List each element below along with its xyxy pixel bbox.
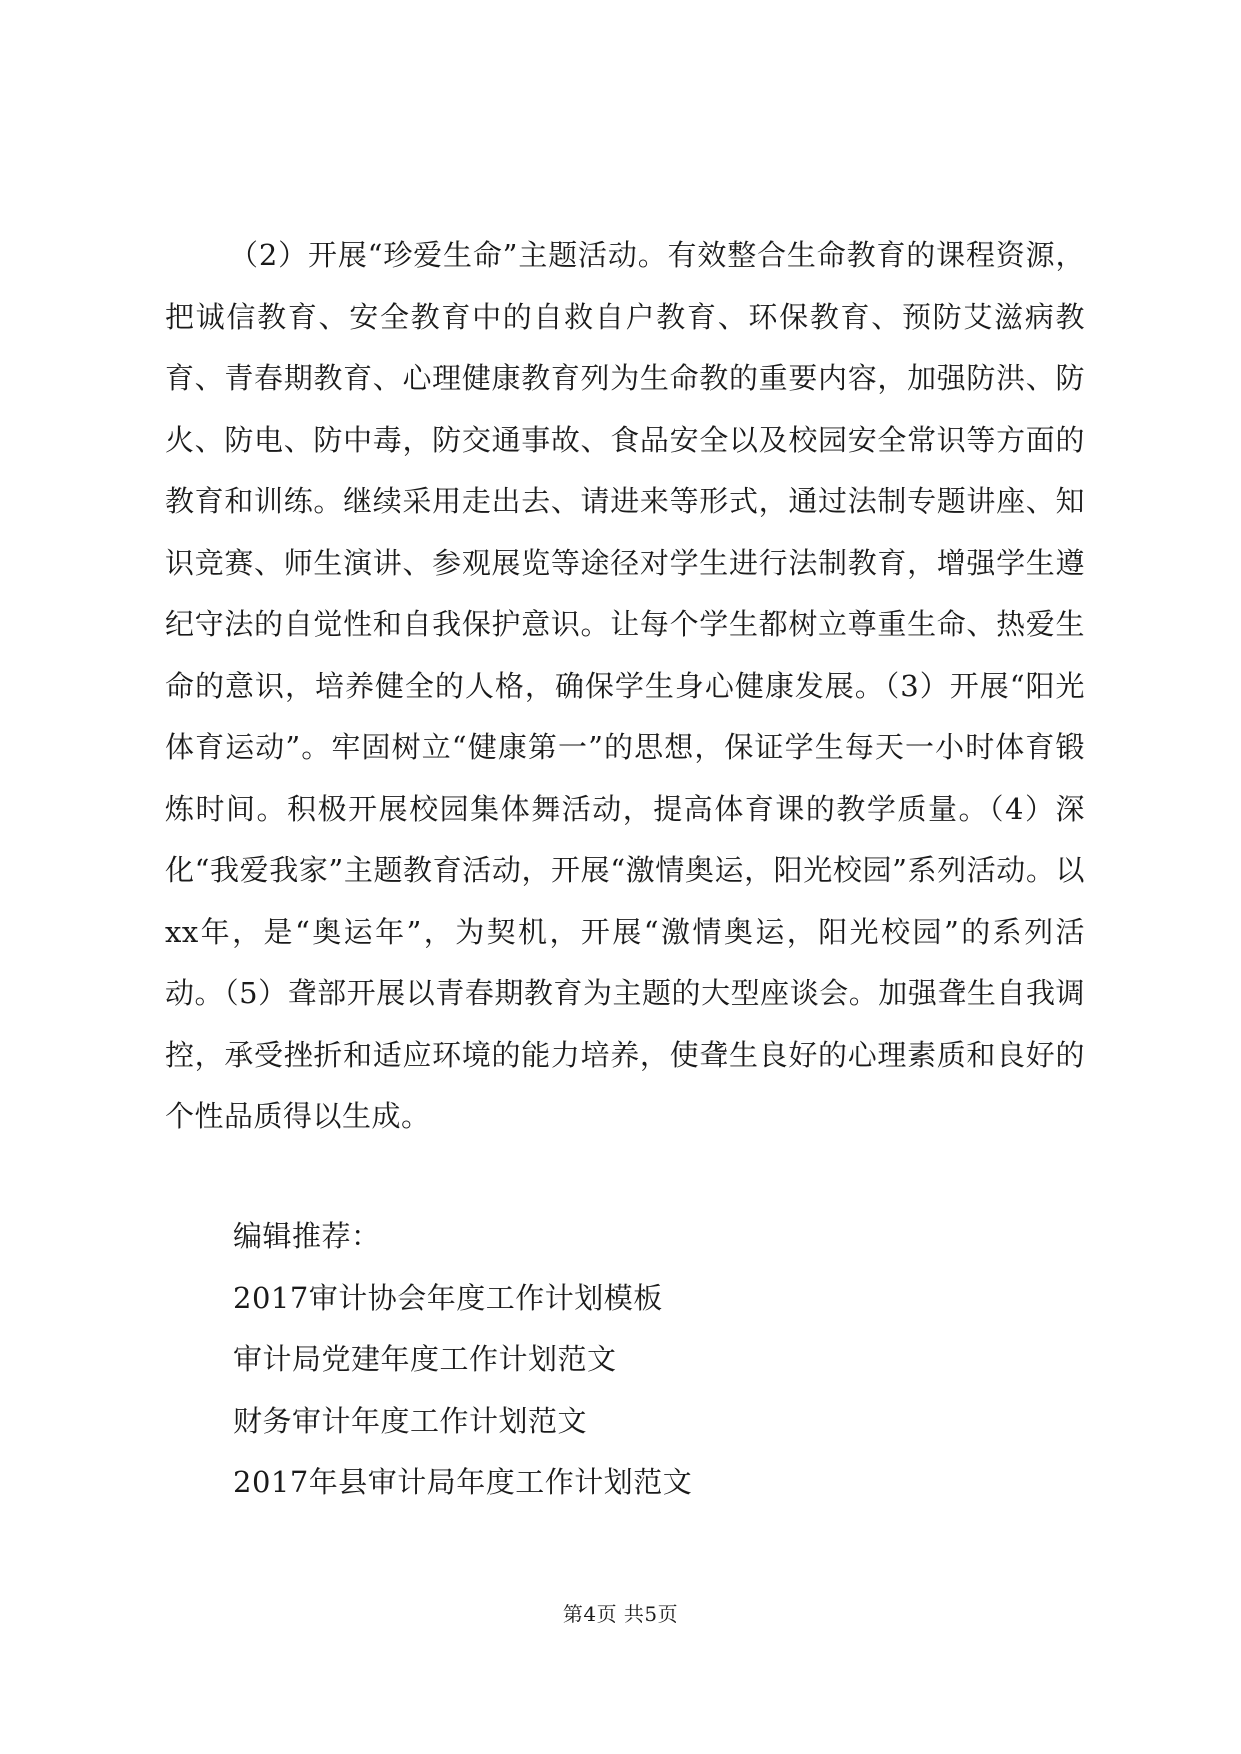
- editor-recommendations: [233, 1206, 1073, 1514]
- recommendation-link[interactable]: 2017审计协会年度工作计划模板: [233, 1280, 663, 1315]
- editor-heading: 编辑推荐：: [233, 1219, 381, 1253]
- recommendation-link[interactable]: 2017年县审计局年度工作计划范文: [233, 1465, 693, 1499]
- recommendation-link[interactable]: 审计局党建年度工作计划范文: [233, 1342, 617, 1376]
- recommendation-link[interactable]: 财务审计年度工作计划范文: [233, 1403, 588, 1438]
- body-paragraph: （2）开展“珍爱生命”主题活动。有效整合生命教育的课程资源，把诚信教育、安全教育中的自救自户教育、环保教育、预防艾滋病教育、青春期教育、心理健康教育列为生命教的重要内容，加强防洪、防火、防电、防中毒，防交通事故、食品安全以及校园安全常识等方面的教育和训练。继续采用走出去、请进来等形式，通过法制专题讲座、知识竞赛、师生演讲、参观展览等途径对学生进行法制教育，增强学生遵纪守法的自觉性和自我保护意识。让每个学生都树立尊重生命、热爱生命的意识，培养健全的人格，确保学生身心健康发展。（3）开展“阳光体育运动”。牢固树立“健康第一”的思想，保证学生每天一小时体育锻炼时间。积极开展校园集体舞活动，提高体育课的教学质量。（4）深化“我爱我家”主题教育活动，开展“激情奥运，阳光校园”系列活动。以xx年，是“奥运年”，为契机，开展“激情奥运，阳光校园”的系列活动。（5）聋部开展以青春期教育为主题的大型座谈会。加强聋生自我调控，承受挫折和适应环境的能力培养，使聋生良好的心理素质和良好的个性品质得以生成。: [165, 238, 1085, 1133]
- page-number: 第4页 共5页: [562, 1602, 679, 1626]
